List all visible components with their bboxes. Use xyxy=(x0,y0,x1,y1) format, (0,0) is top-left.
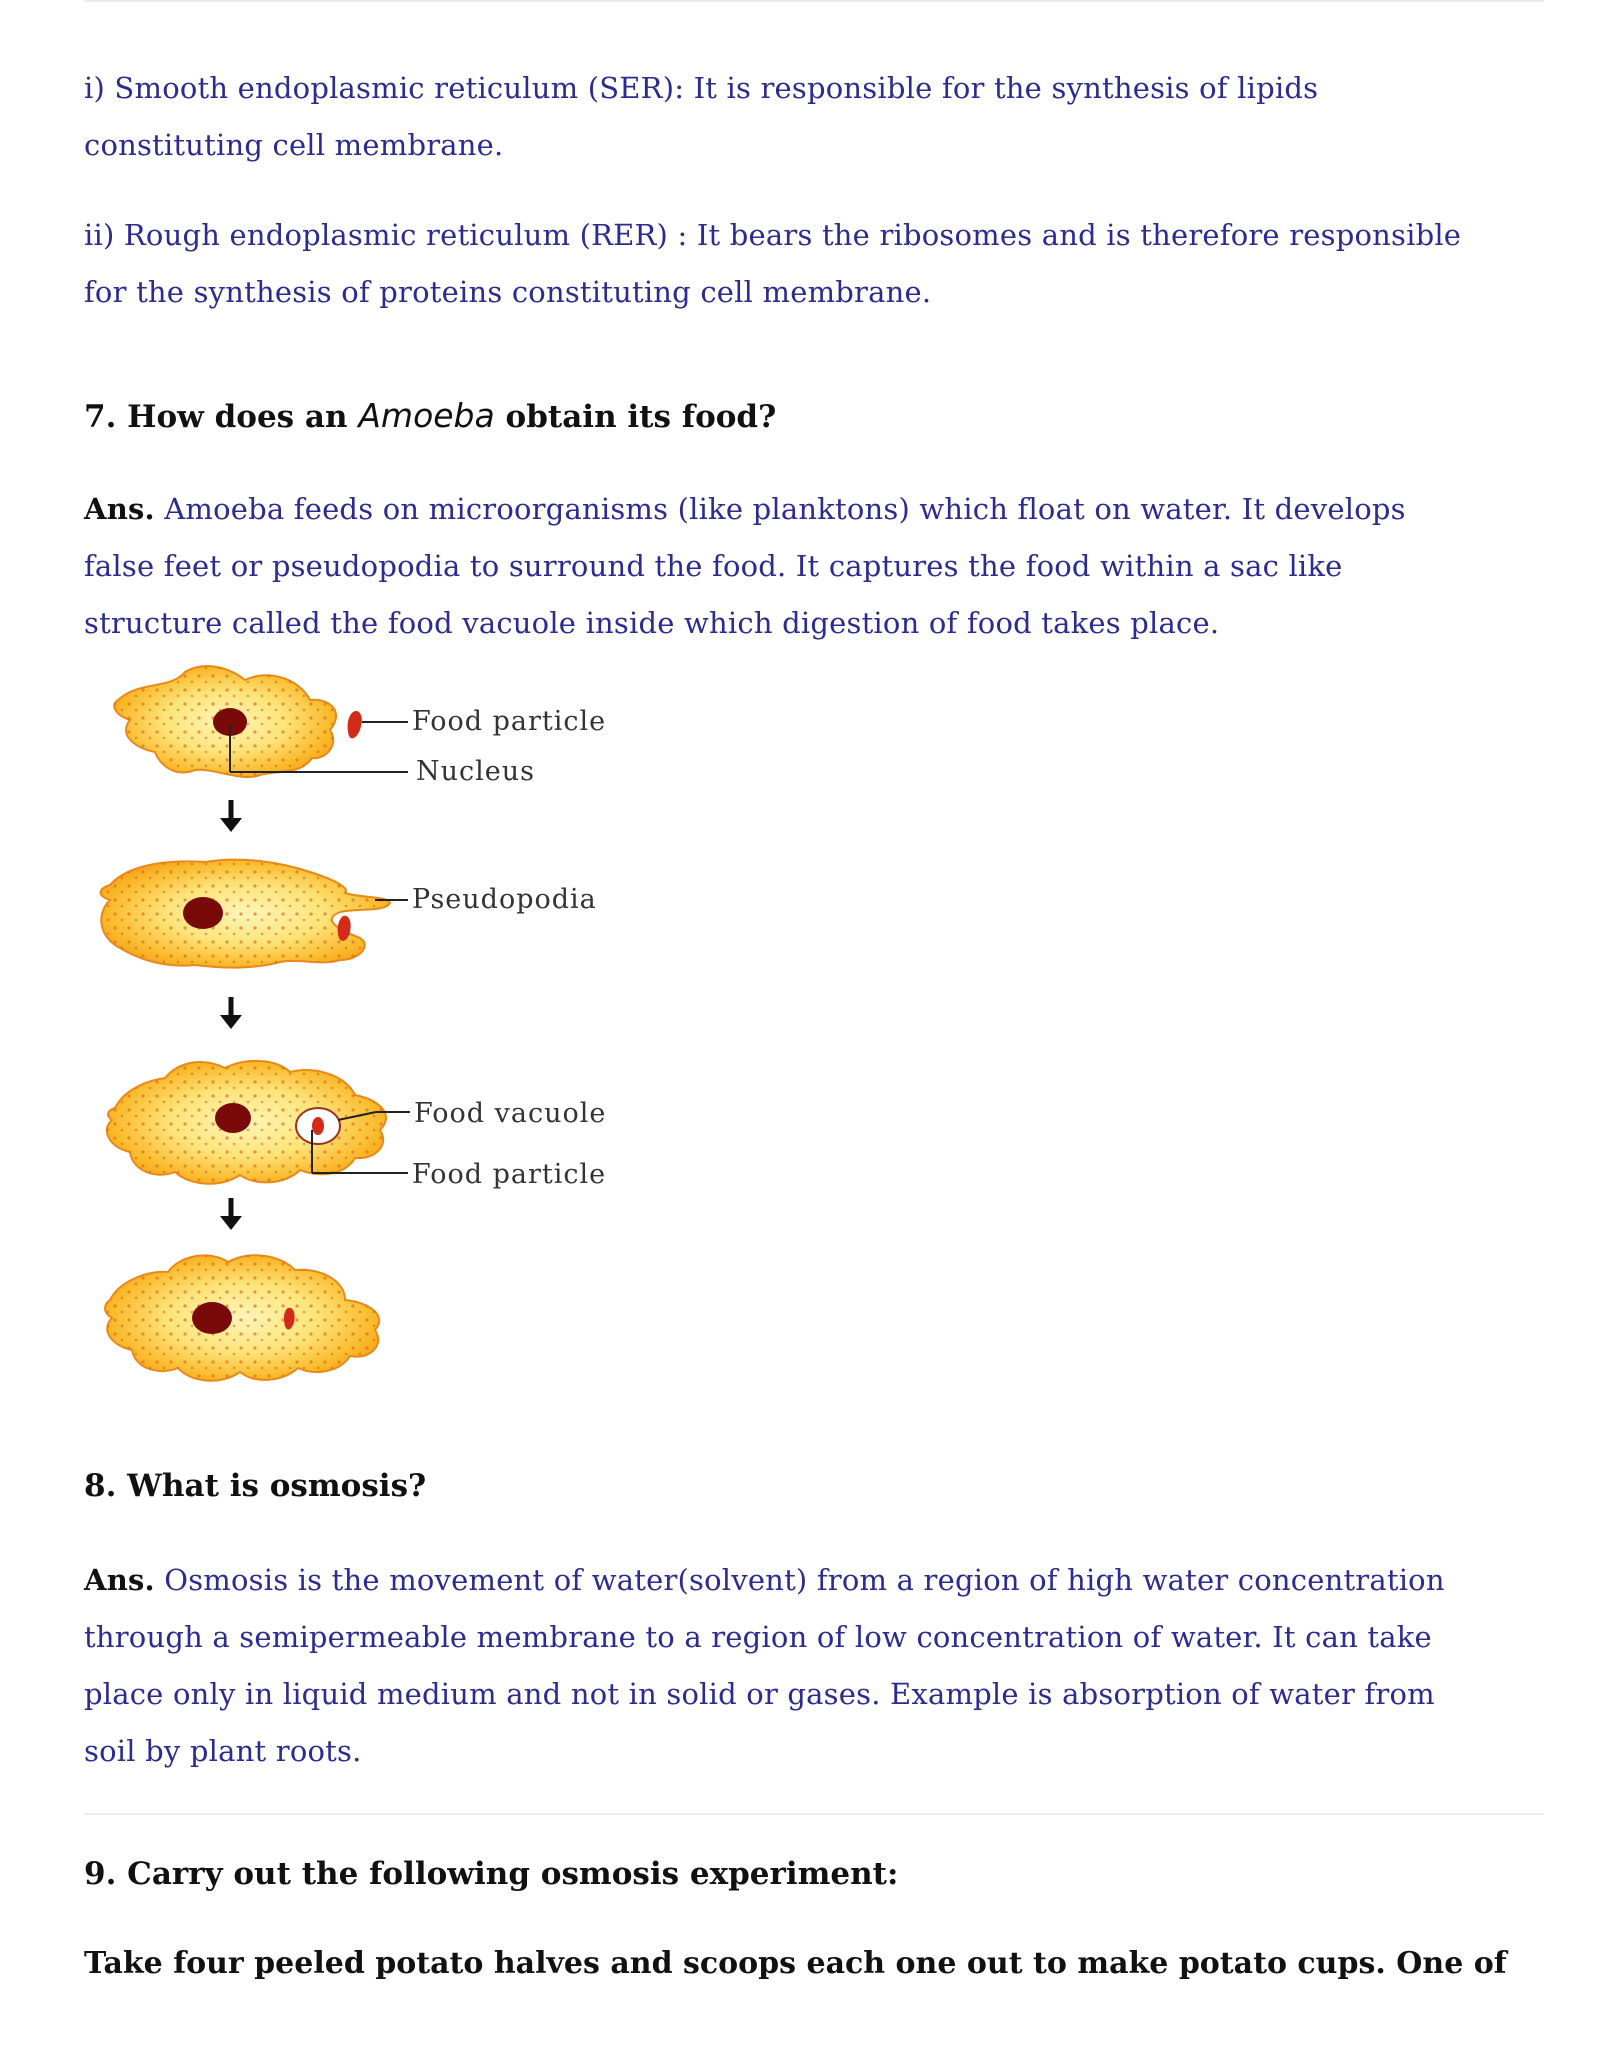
food-particle-1 xyxy=(348,711,362,738)
label-pseudopodia: Pseudopodia xyxy=(412,884,597,915)
amoeba-stage-2 xyxy=(101,860,408,968)
q7-italic: Amoeba xyxy=(358,396,495,435)
answer-8 xyxy=(84,1552,1554,1780)
answer-8-line1 xyxy=(84,1552,1554,1609)
item-rer-prefix: ii) xyxy=(84,218,115,252)
answer-7-text1: Amoeba feeds on microorganisms (like planktons) which float on water. It develops xyxy=(164,492,1406,526)
down-arrow-icon-1 xyxy=(220,800,242,832)
item-ser-text: Smooth endoplasmic reticulum (SER): It is responsible for the synthesis of lipids xyxy=(114,71,1319,105)
question-9-title: 9. Carry out the following osmosis experiment: xyxy=(84,1856,899,1892)
amoeba-2-nucleus xyxy=(183,897,223,929)
label-nucleus: Nucleus xyxy=(416,756,535,787)
answer-7-label: Ans. xyxy=(84,492,155,526)
answer-8-line4: soil by plant roots. xyxy=(84,1734,362,1768)
question-8-title: 8. What is osmosis? xyxy=(84,1468,427,1504)
item-ser-prefix: i) xyxy=(84,71,105,105)
answer-8-text1: Osmosis is the movement of water(solvent) from a region of high water concentration xyxy=(164,1563,1445,1597)
down-arrow-icon-2 xyxy=(220,997,242,1029)
amoeba-stage-4 xyxy=(105,1255,379,1380)
answer-7-line3: structure called the food vacuole inside which digestion of food takes place. xyxy=(84,606,1220,640)
amoeba-stage-1 xyxy=(114,666,408,777)
answer-8-label: Ans. xyxy=(84,1563,155,1597)
label-food-particle-2: Food particle xyxy=(412,1159,607,1190)
down-arrow-icon-3 xyxy=(220,1198,242,1230)
label-food-vacuole: Food vacuole xyxy=(414,1098,607,1129)
q7-suffix: obtain its food? xyxy=(505,399,777,435)
answer-8-line2: through a semipermeable membrane to a region of low concentration of water. It can take xyxy=(84,1620,1432,1654)
q7-prefix: 7. How does an xyxy=(84,399,348,435)
amoeba-3-nucleus xyxy=(215,1103,251,1133)
food-particle-in-vacuole xyxy=(312,1117,324,1135)
answer-7-line2: false feet or pseudopodia to surround the food. It captures the food within a sac like xyxy=(84,549,1343,583)
item-ser-line2: constituting cell membrane. xyxy=(84,128,504,162)
item-rer-text: Rough endoplasmic reticulum (RER) : It bears the ribosomes and is therefore responsible xyxy=(123,218,1462,252)
answer-8-line3: place only in liquid medium and not in solid or gases. Example is absorption of water from xyxy=(84,1677,1435,1711)
amoeba-4-nucleus xyxy=(192,1302,232,1334)
label-food-particle-1: Food particle xyxy=(412,706,607,737)
item-rer-line2: for the synthesis of proteins constituting cell membrane. xyxy=(84,275,932,309)
section-divider xyxy=(84,1813,1544,1815)
amoeba-stage-3 xyxy=(107,1061,410,1184)
question-9-body: Take four peeled potato halves and scoops each one out to make potato cups. One of xyxy=(84,1946,1507,1981)
